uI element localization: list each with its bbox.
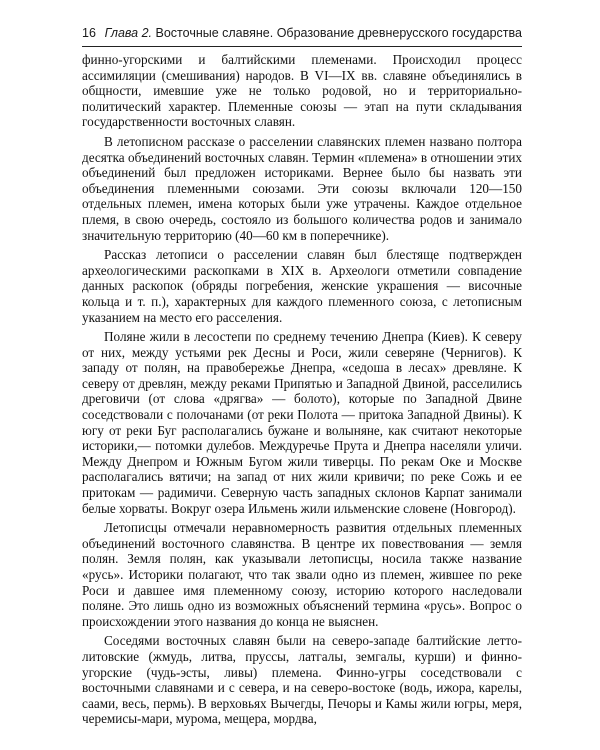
paragraph-2: В летописном рассказе о расселении славянских племен названо полтора десятка объединений восточных славян. Термин «племена» в отношении этих объединений был предложен историками. Вернее было бы назвать эти объединения племенными союзами. Эти союзы включали 120—150 отдельных племен, имена которых были уже утрачены. Каждое отдельное племя, в свою очередь, состояло из большого количества родов и занимало значительную территорию (40—60 км в поперечнике). <box>82 133 522 243</box>
paragraph-6: Соседями восточных славян были на северо-западе балтийские летто-литовские (жмудь, литва, пруссы, латгалы, земгалы, курши) и финно-угорские (чудь-эсты, ливы) племена. Финно-угры соседствовали с восточными славянами и с севера, и на северо-востоке (водь, ижора, карелы, саами, весь, пермь). В верховьях Вычегды, Печоры и Камы жили югры, меря, черемисы-мари, мурома, мещера, мордва, <box>82 633 522 727</box>
paragraph-5: Летописцы отмечали неравномерность развития отдельных племенных объединений восточного славянства. В центре их повествования — земля полян. Земля полян, как указывали летописцы, носила также название «русь». Историки полагают, что так звали одно из племен, жившее по реке Роси и давшее имя племенному союзу, историю которого наследовали поляне. Это лишь одно из возможных объяснений термина «русь». Вопрос о происхождении этого названия до конца не выяснен. <box>82 520 522 629</box>
header-rule <box>82 46 522 47</box>
chapter-title: Восточные славяне. Образование древнерусского государства <box>155 26 522 40</box>
paragraph-4: Поляне жили в лесостепи по среднему течению Днепра (Киев). К северу от них, между устьями рек Десны и Роси, жили северяне (Чернигов). К западу от полян, на правобережье Днепра, «седоша в лесах» древляне. К северу от древлян, между реками Припятью и Западной Двиной, расселились дреговичи (от слова «дрягва» — болото), которые по Западной Двине соседствовали с полочанами (от реки Полота — притока Западной Двины). К югу от реки Буг располагались бужане и волыняне, как считают некоторые историки,— потомки дулебов. Междуречье Прута и Днепра населяли уличи. Между Днепром и Южным Бугом жили тиверцы. По рекам Оке и Москве располагались вятичи; на запад от них жили кривичи; по реке Сожь и ее притокам — радимичи. Северную часть западных склонов Карпат занимали белые хорваты. Вокруг озера Ильмень жили ильменские словене (Новгород). <box>82 329 522 516</box>
body-text <box>82 52 522 731</box>
chapter-label: Глава 2. <box>104 26 153 40</box>
running-head <box>105 26 522 40</box>
page-number: 16 <box>82 26 96 40</box>
paragraph-1: финно-угорскими и балтийскими племенами. Происходил процесс ассимиляции (смешивания) народов. В VI—IX вв. славяне объединялись в общности, имевшие уже не только родовой, но и территориально-политический характер. Племенные союзы — этап на пути складывания государственности восточных славян. <box>82 52 522 130</box>
page-header <box>82 26 522 44</box>
paragraph-3: Рассказ летописи о расселении славян был блестяще подтвержден археологическими раскопками в XIX в. Археологи отметили совпадение данных раскопок (обряды погребения, женские украшения — височные кольца и т. п.), характерных для каждого племенного союза, с летописным указанием на место его расселения. <box>82 247 522 325</box>
